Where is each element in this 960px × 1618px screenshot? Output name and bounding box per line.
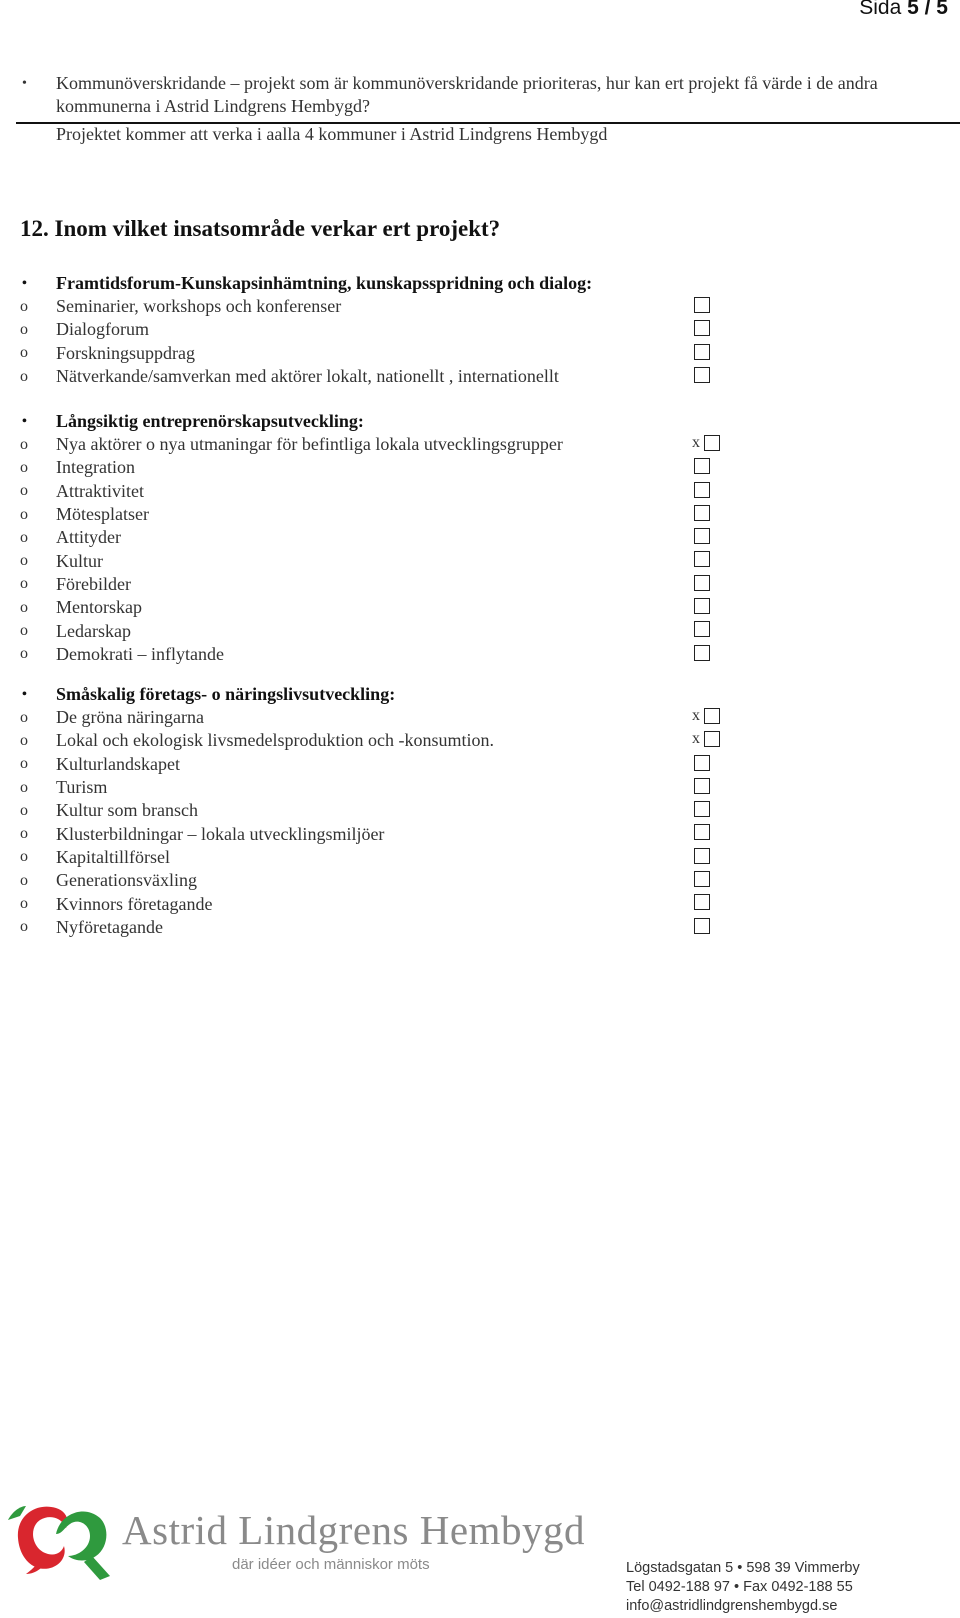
checkbox[interactable] [704,435,720,451]
checkbox[interactable] [694,320,710,336]
checklist-item [18,729,738,752]
section-title [18,410,738,433]
checklist-item [18,365,738,388]
sub-bullet-icon: o [20,575,28,593]
contact-email: info@astridlindgrenshembygd.se [626,1598,838,1614]
checklist-item [18,526,738,549]
sub-bullet-icon: o [20,344,28,362]
checklist-item [18,549,738,572]
checklist-item [18,776,738,799]
checkbox[interactable] [694,551,710,567]
sub-bullet-icon: o [20,918,28,936]
sub-bullet-icon: o [20,708,28,726]
checklist-item-label: Seminarier, workshops och konferenser [56,296,342,317]
contact-info [626,1559,860,1616]
checklist-item-label: Turism [56,777,108,798]
sub-bullet-icon: o [20,367,28,385]
checklist-item-label: Attraktivitet [56,480,144,501]
logo-mark-icon [8,1506,110,1580]
bullet-icon: • [22,76,27,91]
checklist-item-label: Mötesplatser [56,504,149,525]
checklist-item [18,846,738,869]
section-title-text: Småskalig företags- o näringslivsutveckling: [56,684,396,704]
contact-address: Lögstadsgatan 5 • 598 39 Vimmerby [626,1560,860,1576]
checkbox[interactable] [694,621,710,637]
checklist-item [18,503,738,526]
checklist-section [18,410,738,666]
checklist-item [18,342,738,365]
checkbox[interactable] [694,824,710,840]
page-number-value: 5 / 5 [907,0,948,19]
checkbox[interactable] [694,482,710,498]
checklist-section [18,683,738,939]
bullet-icon: • [22,276,27,291]
sub-bullet-icon: o [20,435,28,453]
question-heading: 12. Inom vilket insatsområde verkar ert projekt? [20,216,501,241]
checkbox[interactable] [694,894,710,910]
checkbox[interactable] [694,598,710,614]
sub-bullet-icon: o [20,645,28,663]
sub-bullet-icon: o [20,320,28,338]
checklist-item-label: Kvinnors företagande [56,893,213,914]
contact-phone: Tel 0492-188 97 • Fax 0492-188 55 [626,1579,853,1595]
checkbox[interactable] [694,755,710,771]
checklist-item [18,295,738,318]
checkbox[interactable] [694,297,710,313]
checkbox[interactable] [694,458,710,474]
sub-bullet-icon: o [20,622,28,640]
checklist-item-label: Ledarskap [56,620,131,641]
page-number [859,0,948,20]
sub-bullet-icon: o [20,598,28,616]
check-mark: x [692,707,700,724]
checklist-item [18,869,738,892]
checkbox[interactable] [694,505,710,521]
checklist-item-label: Attityder [56,527,121,548]
checklist-item [18,916,738,939]
checklist-item-label: De gröna näringarna [56,707,204,728]
sub-bullet-icon: o [20,505,28,523]
checklist-item [18,480,738,503]
checklist-item [18,318,738,341]
checkbox[interactable] [694,848,710,864]
checklist-item-label: Nätverkande/samverkan med aktörer lokalt, nationellt , internationellt [56,366,559,387]
sub-bullet-icon: o [20,825,28,843]
checkbox[interactable] [694,918,710,934]
checklist-item-label: Dialogforum [56,319,149,340]
sub-bullet-icon: o [20,778,28,796]
sub-bullet-icon: o [20,871,28,889]
checklist-item-label: Kapitaltillförsel [56,846,170,867]
sub-bullet-icon: o [20,848,28,866]
checklist-item [18,643,738,666]
section-title [18,683,738,706]
checklist-item-label: Generationsväxling [56,870,197,891]
section-title [18,272,738,295]
checkbox[interactable] [694,575,710,591]
checklist-item-label: Nya aktörer o nya utmaningar för befintliga lokala utvecklingsgrupper [56,434,563,455]
sub-bullet-icon: o [20,552,28,570]
brand-tagline: där idéer och människor möts [232,1556,430,1573]
checklist-item [18,433,738,456]
check-mark: x [692,730,700,748]
checklist-item-label: Forskningsuppdrag [56,342,195,363]
intro-answer: Projektet kommer att verka i aalla 4 kommuner i Astrid Lindgrens Hembygd [56,124,608,144]
checklist-item-label: Integration [56,457,135,478]
checkbox[interactable] [694,528,710,544]
checklist-item-label: Demokrati – inflytande [56,643,224,664]
checkbox[interactable] [694,801,710,817]
intro-bullet [18,72,938,118]
sub-bullet-icon: o [20,528,28,546]
checklist-item-label: Kultur som bransch [56,800,198,821]
page-number-prefix: Sida [859,0,902,19]
checkbox[interactable] [694,645,710,661]
checklist-section [18,272,738,388]
intro-text: Kommunöverskridande – projekt som är kommunöverskridande prioriteras, hur kan ert projekt få värde i de andra kommunerna i Astrid Lindgrens Hembygd? [56,73,878,116]
checklist-item-label: Kultur [56,550,103,571]
checklist-item [18,706,738,729]
checkbox[interactable] [694,778,710,794]
sub-bullet-icon: o [20,801,28,819]
sub-bullet-icon: o [20,731,28,749]
sub-bullet-icon: o [20,755,28,773]
checkbox[interactable] [704,731,720,747]
checklist-item [18,596,738,619]
checklist-item-label: Klusterbildningar – lokala utvecklingsmiljöer [56,823,385,844]
checklist-item [18,753,738,776]
check-mark: x [692,434,700,451]
sub-bullet-icon: o [20,895,28,913]
checkbox[interactable] [694,344,710,360]
checklist-item-label: Kulturlandskapet [56,753,180,774]
brand-name: Astrid Lindgrens Hembygd [122,1507,585,1553]
checklist-item-label: Lokal och ekologisk livsmedelsproduktion och -konsumtion. [56,730,494,751]
sub-bullet-icon: o [20,458,28,476]
sub-bullet-icon: o [20,297,28,315]
bullet-icon: • [22,414,27,429]
checkbox[interactable] [704,708,720,724]
checkbox[interactable] [694,871,710,887]
checklist-item [18,799,738,822]
checklist-item [18,619,738,642]
checklist-item [18,456,738,479]
sub-bullet-icon: o [20,482,28,500]
checklist-item [18,573,738,596]
checklist-item [18,892,738,915]
checklist-item-label: Nyföretagande [56,916,163,937]
bullet-icon: • [22,687,27,702]
section-title-text: Långsiktig entreprenörskapsutveckling: [56,411,364,431]
checkbox[interactable] [694,367,710,383]
section-title-text: Framtidsforum-Kunskapsinhämtning, kunskapsspridning och dialog: [56,273,593,293]
checklist-item-label: Mentorskap [56,597,142,618]
checklist-item [18,822,738,845]
checklist-item-label: Förebilder [56,573,131,594]
